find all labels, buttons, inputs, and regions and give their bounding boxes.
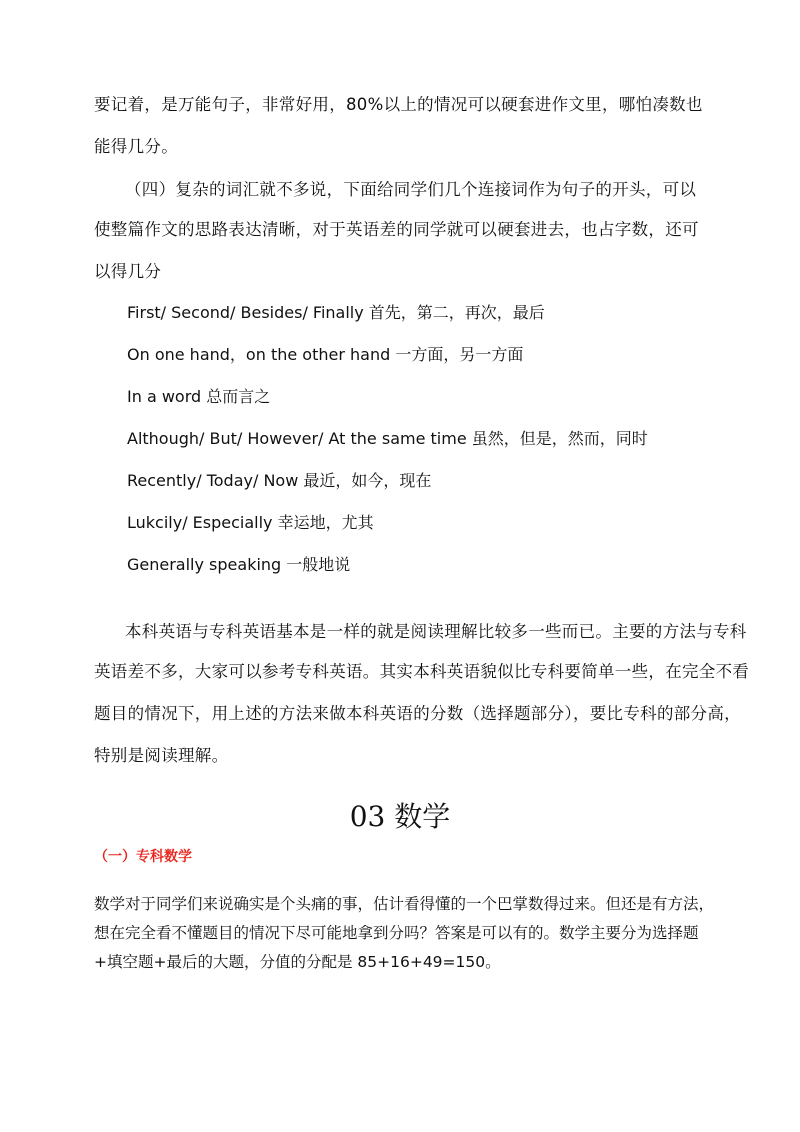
paragraph-3-line-2: 英语差不多，大家可以参考专科英语。其实本科英语貌似比专科要简单一些，在完全不看 xyxy=(94,662,750,681)
section-heading: 03 数学 xyxy=(349,800,451,833)
phrase-item: In a word 总而言之 xyxy=(127,387,271,406)
paragraph-1-line-2: 能得几分。 xyxy=(94,137,178,156)
phrase-item: Lukcily/ Especially 幸运地，尤其 xyxy=(127,513,374,532)
paragraph-4-line-1: 数学对于同学们来说确实是个头痛的事，估计看得懂的一个巴掌数得过来。但还是有方法， xyxy=(94,895,715,913)
paragraph-2-line-1: （四）复杂的词汇就不多说，下面给同学们几个连接词作为句子的开头，可以 xyxy=(125,180,697,199)
paragraph-1-line-1: 要记着，是万能句子，非常好用，80%以上的情况可以硬套进作文里，哪怕凑数也 xyxy=(94,95,703,114)
phrase-item: First/ Second/ Besides/ Finally 首先，第二，再次，最后 xyxy=(127,303,545,322)
phrase-item: Although/ But/ However/ At the same time 虽然，但是，然而，同时 xyxy=(127,429,648,448)
paragraph-4-line-2: 想在完全看不懂题目的情况下尽可能地拿到分吗？答案是可以有的。数学主要分为选择题 xyxy=(94,924,699,942)
paragraph-3-line-1: 本科英语与专科英语基本是一样的就是阅读理解比较多一些而已。主要的方法与专科 xyxy=(125,622,747,641)
paragraph-4-line-3: +填空题+最后的大题，分值的分配是 85+16+49=150。 xyxy=(94,953,501,971)
phrase-item: Generally speaking 一般地说 xyxy=(127,555,351,574)
paragraph-2-line-2: 使整篇作文的思路表达清晰，对于英语差的同学就可以硬套进去，也占字数，还可 xyxy=(94,220,699,239)
phrase-item: On one hand，on the other hand 一方面，另一方面 xyxy=(127,345,524,364)
subsection-heading: （一）专科数学 xyxy=(94,849,192,865)
paragraph-2-line-3: 以得几分 xyxy=(94,262,162,281)
phrase-item: Recently/ Today/ Now 最近，如今，现在 xyxy=(127,471,432,490)
paragraph-3-line-4: 特别是阅读理解。 xyxy=(94,746,229,765)
paragraph-3-line-3: 题目的情况下，用上述的方法来做本科英语的分数（选择题部分），要比专科的部分高， xyxy=(94,704,741,723)
